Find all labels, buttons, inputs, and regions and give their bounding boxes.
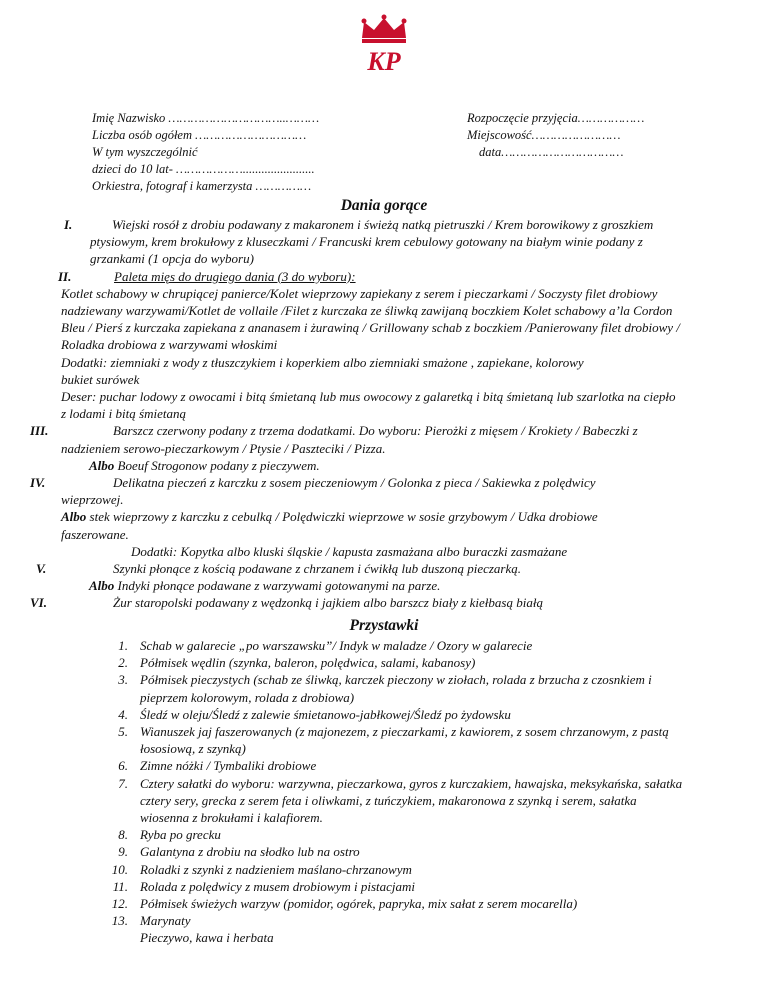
hot-item-5-alt (0, 577, 768, 594)
crown-icon (362, 15, 407, 44)
hot-item-5-number: V. (36, 561, 47, 577)
hot-item-3 (0, 422, 768, 456)
hot-item-3-number: III. (30, 423, 49, 439)
hot-dishes-section (0, 216, 768, 612)
hot-item-4 (0, 474, 768, 508)
starter-item: 2. Półmisek wędlin (szynka, baleron, polędwica, salami, kabanosy) (118, 655, 476, 671)
hot-item-5-text: Szynki płonące z kością podawane z chrzanem i ćwikłą lub duszoną pieczarką. (113, 561, 521, 577)
starter-item: 10. Roladki z szynki z nadzieniem maślano-chrzanowym (111, 861, 412, 877)
hot-item-5-alt-text: Indyki płonące podawane z warzywami gotowanymi na parze. (114, 578, 441, 594)
hot-item-2-meats: Kotlet schabowy w chrupiącej panierce/Kolet wieprzowy zapiekany z serem i pieczarkami / Soczysty filet drobiowy nadziewany warzywami/Kotlet de vollaile /Filet z kurczaka ze śliwką zawijaną boczkiem Kolet schabowy a’la Cordon Bleu / Pierś z kurczaka zapiekana z ananasem i żurawiną / Grillowany schab z boczkiem /Panierowany filet drobiowy / Roladka drobiowa z warzywami włoskimi (61, 285, 680, 353)
starter-item: 6. Zimne nóżki / Tymbaliki drobiowe (118, 758, 317, 774)
hot-item-3-text: Barszcz czerwony podany z trzema dodatkami. Do wyboru: Pierożki z mięsem / Krokiety / Babeczki z nadzieniem serowo-pieczarkowym / Ptysie / Paszteciki / Pizza. (61, 423, 638, 456)
hot-item-4-alt (0, 508, 768, 542)
hot-item-5 (0, 560, 768, 577)
hot-item-4-text: Delikatna pieczeń z karczku z sosem pieczeniowym / Golonka z pieca / Sakiewka z polędwicy wieprzowej. (61, 475, 596, 508)
hot-item-2-heading: Paleta mięs do drugiego dania (3 do wyboru): (114, 268, 356, 284)
starter-item: 4. Śledź w oleju/Śledź z zalewie śmietanowo-jabłkowej/Śledź po żydowsku (118, 706, 511, 722)
hot-item-3-alt-text: Boeuf Strogonow podany z pieczywem. (114, 457, 320, 473)
hot-item-4-alt-text: stek wieprzowy z karczku z cebulką / Polędwiczki wieprzowe w sosie grzybowym / Udka drobiowe faszerowane. (61, 509, 598, 542)
starter-item: 12. Półmisek świeżych warzyw (pomidor, ogórek, papryka, mix sałat z serem mocarella) (111, 896, 578, 912)
starters-footer: Pieczywo, kawa i herbata (140, 930, 274, 946)
starter-item: 11. Rolada z polędwicy z musem drobiowym i pistacjami (112, 878, 416, 894)
hot-item-3-alt (0, 457, 768, 474)
hot-item-6 (0, 594, 768, 611)
starter-item: 5. Wianuszek jaj faszerowanych (z majonezem, z pieczarkami, z kawiorem, z sosem chrzanowym, z pastą łososiową, z szynką) (118, 724, 669, 757)
form-field-children: dzieci do 10 lat- ………………....................... (92, 162, 315, 176)
starter-item: 9. Galantyna z drobiu na słodko lub na ostro (118, 844, 360, 860)
hot-item-5-albo: Albo (89, 578, 115, 594)
form-right (467, 110, 644, 161)
hot-item-1 (0, 216, 768, 268)
starter-item: 3. Półmisek pieczystych (schab ze śliwką, karczek pieczony w ziołach, rolada z brzucha z czosnkiem i pieprzem kolorowym, rolada z drobiowa) (118, 672, 652, 705)
hot-item-2-sides: Dodatki: ziemniaki z wody z tłuszczykiem i koperkiem albo ziemniaki smażone , zapiekane, kolorowy bukiet surówek (61, 354, 584, 387)
form-field-start: Rozpoczęcie przyjęcia……………… (467, 111, 645, 125)
form-left (92, 110, 319, 195)
starter-item: 13. Marynaty (111, 913, 191, 929)
form-field-place: Miejscowość…………………… (467, 128, 621, 142)
form-field-detail: W tym wyszczególnić (92, 145, 198, 159)
form-field-guests: Liczba osób ogółem ………………………… (92, 128, 307, 142)
starter-item: 7. Cztery sałatki do wyboru: warzywna, pieczarkowa, gyros z kurczakiem, hawajska, meksykańska, sałatka cztery sery, grecka z serem feta i oliwkami, z tuńczykiem, makaronowa z szynką i serem, sałatka wiosenna z brokułami i kalafiorem. (118, 775, 683, 826)
hot-item-1-number: I. (64, 217, 73, 232)
form-field-name: Imię Nazwisko …………………………..……… (92, 111, 320, 125)
starters-title: Przystawki (349, 617, 419, 634)
hot-item-2-dessert: Deser: puchar lodowy z owocami i bitą śmietaną lub mus owocowy z galaretką i bitą śmietaną lub szarlotka na ciepło z lodami i bitą śmietaną (61, 389, 676, 422)
kp-monogram: KP (367, 47, 401, 76)
hot-item-3-albo: Albo (89, 457, 115, 473)
hot-item-1-text: Wiejski rosół z drobiu podawany z makaronem i świeżą natką pietruszki / Krem borowikowy z groszkiem ptysiowym, krem brokułowy z kluseczkami / Francuski krem cebulowy gotowany na białym winie podany z grzankami (1 opcja do wyboru) (90, 217, 654, 267)
form-field-date: data…………………………… (479, 145, 624, 159)
hot-dishes-title: Dania gorące (340, 197, 428, 214)
hot-item-4-sides: Dodatki: Kopytka albo kluski śląskie / kapusta zasmażana albo buraczki zasmażane (131, 543, 568, 559)
starters-list (0, 637, 768, 947)
hot-item-4-number: IV. (30, 475, 46, 491)
starter-item: 8. Ryba po grecku (118, 827, 221, 843)
kp-logo (352, 14, 416, 78)
hot-item-6-number: VI. (30, 595, 47, 611)
hot-item-2-number: II. (58, 268, 72, 284)
form-field-band: Orkiestra, fotograf i kamerzysta …………… (92, 179, 312, 193)
starter-item: 1. Schab w galarecie „po warszawsku”/ Indyk w maladze / Ozory w galarecie (118, 638, 533, 653)
hot-item-2 (0, 268, 768, 285)
hot-item-4-albo: Albo (61, 509, 87, 525)
hot-item-6-text: Żur staropolski podawany z wędzonką i jajkiem albo barszcz biały z kiełbasą białą (113, 595, 543, 611)
